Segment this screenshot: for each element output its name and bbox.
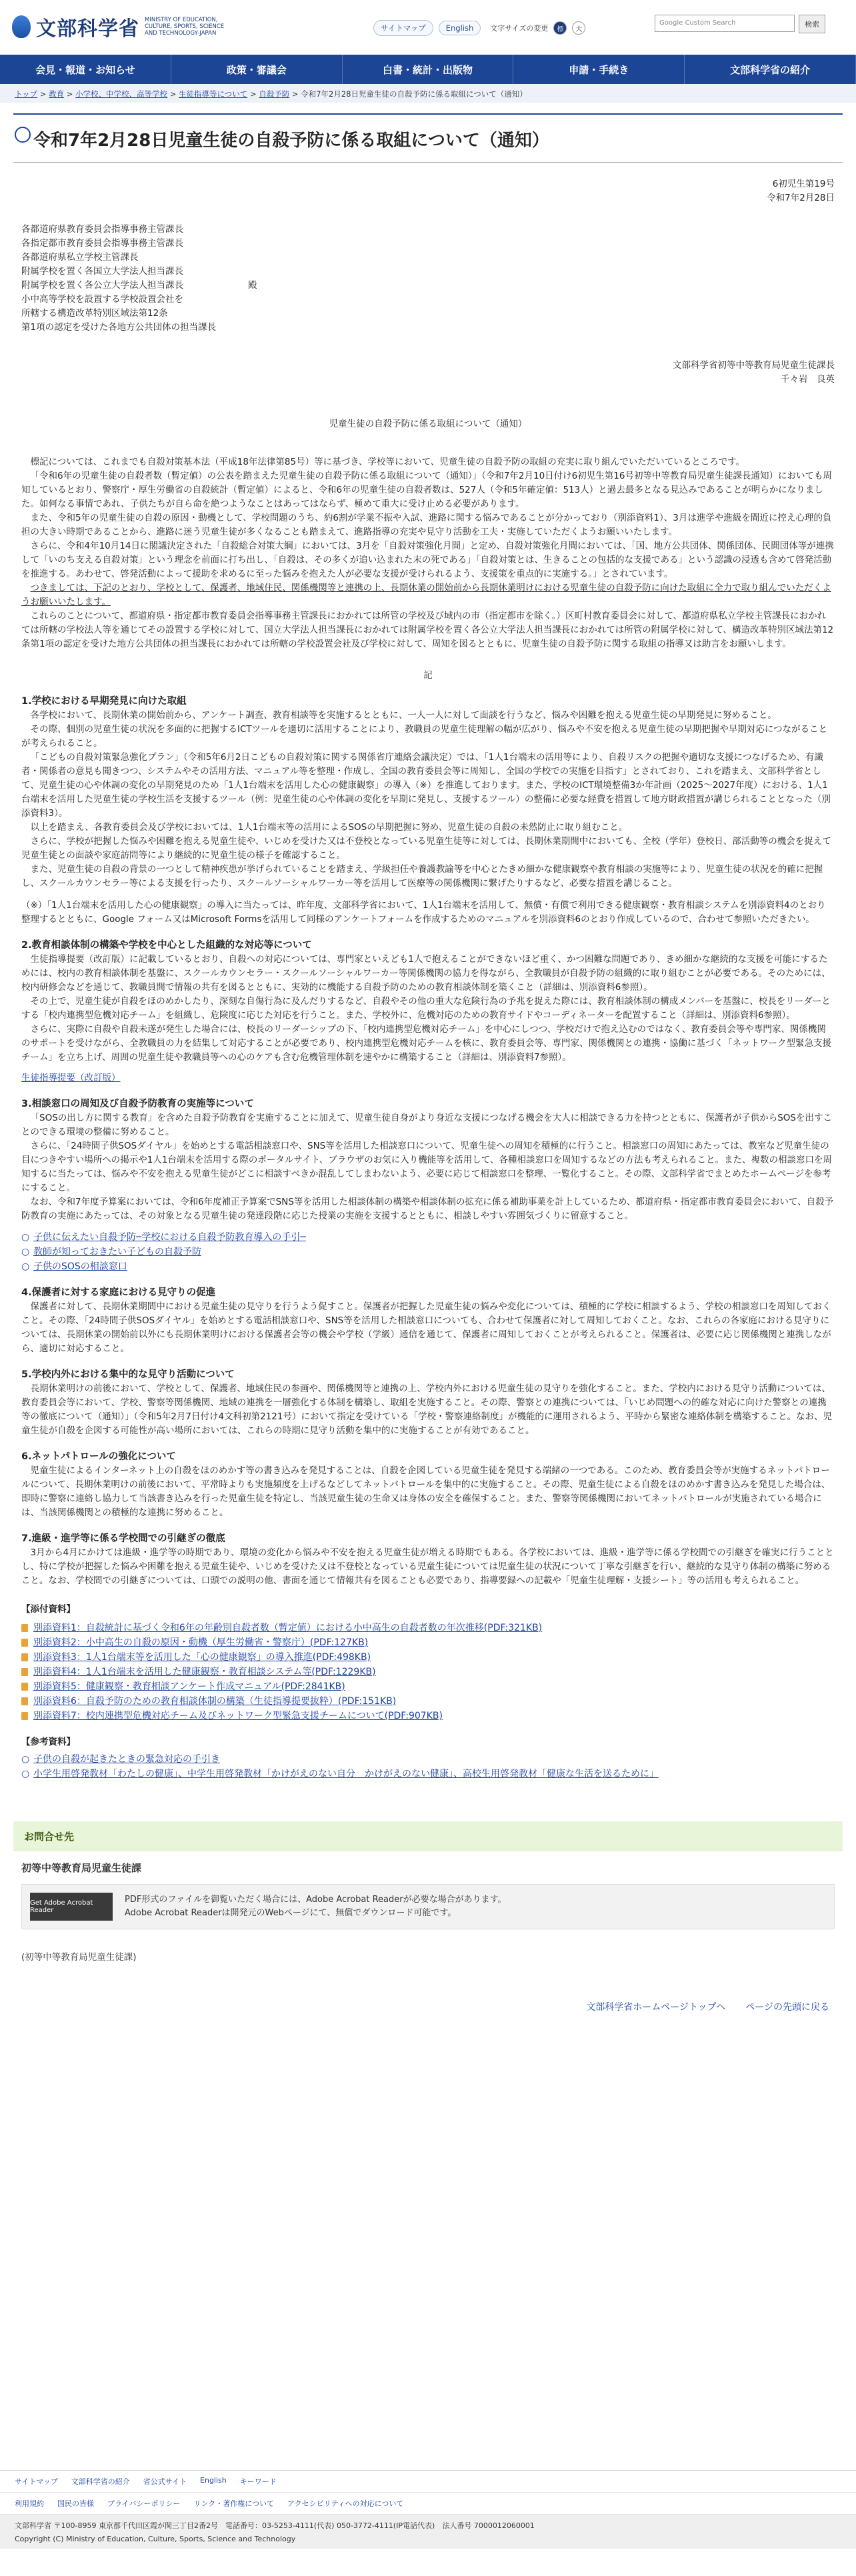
- intro-paragraph: これらのことについて、都道府県・指定都市教育委員会指導事務主管課長におかれては所管の学校及び域内の市（指定都市を除く。）区町村教育委員会に対して、都道府県私立学校主管課長におかれては所轄の学校法人等を通じてその設置する学校に対して、国立大学法人担当課長におかれては附属学校を置く各公立大学法人担当課長におかれては所管の附属学校に対して、構造改革特別区域法第12条第1項の認定を受けた地方公共団体の担当課長におかれては所轄の学校設置会社及び学校に対して、周知を図るとともに、児童生徒の自殺予防に関する取組の指導又は助言をお願いします。: [21, 611, 834, 649]
- attachments-list: [21, 1621, 835, 1723]
- intro-paragraph: つきましては、下記のとおり、学校として、保護者、地域住民、関係機関等と連携の上、長期休業の開始前から長期休業明けにおける児童生徒の自殺予防に向けた取組に全力で取り組んでいただくようお願いいたします。: [21, 583, 831, 607]
- page-title-bar: [13, 113, 843, 163]
- crumb-current: 令和7年2月28日児童生徒の自殺予防に係る取組について（通知）: [301, 89, 527, 99]
- footer-citizens[interactable]: 国民の皆様: [57, 2499, 94, 2508]
- section-paragraph: 各学校において、長期休業の開始前から、アンケート調査、教育相談等を実施するとともに、一人一人に対して面談を行うなど、悩みや困難を抱える児童生徒の早期発見に努めること。: [30, 710, 777, 721]
- link-sos-window[interactable]: ○ 子供のSOSの相談窓口: [21, 1259, 835, 1274]
- crumb-education[interactable]: 教育: [49, 89, 65, 99]
- addressee: 各指定都市教育委員会指導事務主管課長: [21, 238, 183, 249]
- crumb-guidance[interactable]: 生徒指導等について: [179, 89, 248, 99]
- reference-link[interactable]: ○ 小学生用啓発教材「わたしの健康」、中学生用啓発教材「かけがえのない自分 かけがえのない健康」、高校生用啓発教材「健康な生活を送るために」: [21, 1767, 835, 1781]
- inquiry-department: 初等中等教育局児童生徒課: [21, 1862, 142, 1874]
- section-paragraph: 以上を踏まえ、各教育委員会及び学校においては、1人1台端末等の活用によるSOSの早期把握に努め、児童生徒の自殺の未然防止に取り組むこと。: [30, 822, 628, 833]
- section-paragraph: 児童生徒によるインターネット上の自殺をほのめかす等の書き込みを発見することは、自殺を企図している児童生徒を発見する端緒の一つである。このため、教育委員会等が実施するネットパトロールについて、長期休業明けの前後において、平常時よりも実施頻度を上げるなどしてネットパトロールを集中的に実施すること。その際、児童生徒による自殺をほのめかす書き込みを発見した場合は、即時に警察に連絡し協力して当該書き込みを行った児童生徒を特定し、当該児童生徒の生命又は身体の安全を確保すること。また、警察等関係機関においてネットパトロールが実施されている場合には、当該関係機関との積極的な連携に努めること。: [21, 1465, 831, 1518]
- attachment-link[interactable]: 別添資料3：1人1台端末等を活用した「心の健康観察」の導入推進(PDF:498KB): [21, 1650, 835, 1665]
- link-teacher-guide[interactable]: ○ 教師が知っておきたい子どもの自殺予防: [21, 1245, 835, 1259]
- crumb-suicide-prevention[interactable]: 自殺予防: [259, 89, 290, 99]
- main-content: [0, 177, 856, 1781]
- section-heading: 4.保護者に対する家庭における見守りの促進: [21, 1287, 216, 1298]
- attachment-link[interactable]: 別添資料1：自殺統計に基づく令和6年の年齢別自殺者数（暫定値）における小中高生の自殺者数の年次推移(PDF:321KB): [21, 1621, 835, 1635]
- footer-keyword[interactable]: キーワード: [239, 2477, 277, 2486]
- prevention-links: [21, 1230, 835, 1274]
- footer-copyright-policy[interactable]: リンク・著作権について: [193, 2499, 275, 2508]
- footer-address: 文部科学省 〒100-8959 東京都千代田区霞が関三丁目2番2号 電話番号：03-5253-4111(代表) 050-3772-4111(IP電話代表) 法人番号 7000012060001: [15, 2521, 535, 2530]
- mext-emblem: [12, 15, 31, 38]
- logo-title: 文部科学省: [36, 17, 139, 41]
- addressee: 各都道府県教育委員会指導事務主管課長: [21, 224, 183, 235]
- link-prevention-guide[interactable]: ○ 子供に伝えたい自殺予防─学校における自殺予防教育導入の手引─: [21, 1230, 835, 1245]
- acrobat-reader-badge[interactable]: Get Adobe Acrobat Reader: [30, 1893, 113, 1921]
- intro-paragraph: また、令和5年の児童生徒の自殺の原因・動機として、学校問題のうち、約6割が学業不振や入試、進路に関する悩みであることが分かっており（別添資料1）、3月は進学や進級を間近に控え心理的負担の大きい時期であることから、進路に迷う児童生徒が多くなることも踏まえて、進路指導の充実や見守り活動を工夫・実施していただくようお願いいたします。: [21, 513, 832, 537]
- attachment-link[interactable]: 別添資料5：健康観察・教育相談アンケート作成マニュアル(PDF:2841KB): [21, 1679, 835, 1694]
- font-size-standard-button[interactable]: 標: [553, 21, 567, 35]
- doc-number: 6初児生第19号: [772, 179, 835, 189]
- references-heading: 【参考資料】: [21, 1737, 75, 1747]
- section-heading: 5.学校内外における集中的な見守り活動について: [21, 1369, 235, 1380]
- section-paragraph: 保護者に対して、長期休業期間中における児童生徒の見守りを行うよう促すこと。保護者が把握した児童生徒の悩みや変化については、積極的に学校に相談するよう、学校の相談窓口を周知しておくこと。その際、「24時間子供SOSダイヤル」を始めとする電話相談窓口や、SNS等を活用した相談窓口についても、合わせて保護者に対して周知しておくこと。なお、これらの各家庭における見守りについては、長期休業の開始前以外にも長期休業明けにおける保護者会等の機会や学校（学級）通信を通じて、保護者に周知しておくことが考えられること。保護者は、必要に応じ関係機関と連携しながら、適切に対応すること。: [21, 1301, 831, 1354]
- sender-name: 千々岩 良英: [781, 374, 835, 385]
- global-nav: [0, 55, 856, 84]
- inquiry-heading: お問合せ先: [13, 1821, 843, 1851]
- section-paragraph: 「SOSの出し方に関する教育」を含めた自殺予防教育を実施することに加えて、児童生徒自身がより身近な支援につなげる機会を大人に相談できる力を持つとともに、保護者が子供からSOSを出すことのできる環境の整備に努めること。: [21, 1113, 832, 1137]
- section-paragraph: さらに、実際に自殺や自殺未遂が発生した場合には、校長のリーダーシップの下、「校内連携型危機対応チーム」を中心にしつつ、学校だけで抱え込むのではなく、教育委員会等や専門家、関係機関のサポートを受けながら、全教職員の力を結集して対応することが必要であり、校内連携型危機対応チームを核に、教育委員会等、専門家、関係機関との連携・協働に基づく「ネットワーク型緊急支援チーム」を立ち上げ、周囲の児童生徒や教職員等への心のケアも含む危機管理体制を速やかに構築すること（詳細は、別添資料7参照）。: [21, 1024, 831, 1063]
- link-guidance-manual[interactable]: 生徒指導提要（改訂版）: [21, 1073, 121, 1083]
- footer-about[interactable]: 文部科学省の紹介: [71, 2477, 130, 2486]
- intro-paragraph: 「令和6年の児童生徒の自殺者数（暫定値）の公表を踏まえた児童生徒の自殺予防に係る取組について（通知）」（令和7年2月10日付け6初児生第16号初等中等教育局児童生徒課長通知）においても周知しているとおり、警察庁・厚生労働省の自殺統計（暫定値）によると、令和6年の児童生徒の自殺者数は、527人（令和5年確定値：513人）と過去最多となる見込みであることが明らかになりました。如何なる事情であれ、子供たちが自ら命を絶つようなことはあってはならず、極めて重大に受け止める必要があります。: [21, 471, 832, 509]
- font-size-large-button[interactable]: 大: [572, 21, 585, 35]
- addressee: 所轄する構造改革特別区域法第12条: [21, 308, 168, 319]
- attachment-link[interactable]: 別添資料4：1人1台端末を活用した健康観察・教育相談システム等(PDF:1229KB): [21, 1665, 835, 1679]
- section-paragraph: 「こどもの自殺対策緊急強化プラン」（令和5年6月2日こどもの自殺対策に関する関係省庁連絡会議決定）では、「1人1台端末の活用等により、自殺リスクの把握や適切な支援につなげるため、有識者・関係者の意見も聞きつつ、システムやその活用方法、マニュアル等を整理・作成し、全国の教育委員会等に周知し、全国の学校での実施を目指す」とされており、これを踏まえ、文部科学省として、児童生徒の心や体調の変化の早期発見のため「1人1台端末を活用した心の健康観察」の導入（※）を推進しております。また、学校のICT環境整備3か年計画（2025～2027年度）における、1人1台端末を活用した児童生徒の学校生活を支援するツール（例：児童生徒の心や体調の変化を早期に発見し、支援するツール）の整備に必要な経費を措置して地方財政措置が講じられることとなった（別添資料3）。: [21, 752, 831, 819]
- attachment-link[interactable]: 別添資料7：校内連携型危機対応チーム及びネットワーク型緊急支援チームについて(PDF:907KB): [21, 1709, 835, 1723]
- closing-dept: (初等中等教育局児童生徒課): [21, 1952, 137, 1963]
- acrobat-text: Adobe Acrobat Readerは開発元のWebページにて、無償でダウンロード可能です。: [125, 1908, 457, 1918]
- section-heading: 1.学校における早期発見に向けた取組: [21, 696, 187, 707]
- section-paragraph: また、児童生徒の自殺の背景の一つとして精神疾患が挙げられていることを踏まえ、学級担任や養護教諭等を中心とたきめ細かな健康観察や教育相談の実施等により、児童生徒の状況を的確に把握し、スクールカウンセラー等による支援を行ったり、スクールソーシャルワーカー等を活用して医療等の関係機関に繋げたりするなど、必要な措置を講じること。: [21, 864, 823, 889]
- references-list: [21, 1752, 835, 1781]
- site-footer: [0, 2470, 856, 2576]
- intro-paragraph: 標記については、これまでも自殺対策基本法（平成18年法律第85号）等に基づき、学校等において、児童生徒の自殺予防の取組の充実に取り組んでいただいているところです。: [30, 457, 745, 467]
- intro-paragraph: さらに、令和4年10月14日に閣議決定された「自殺総合対策大綱」においては、3月を「自殺対策強化月間」と定め、自殺対策強化月間においては、「国、地方公共団体、関係団体、民間団体等が連携して「いのち支える自殺対策」という理念を前面に打ち出し、「自殺は、その多くが追い込まれた末の死である」「自殺対策とは、生きることの包括的な支援である」という認識の浸透も含めて啓発活動を推進する。あわせて、啓発活動によって援助を求めるに至った悩みを抱えた人が必要な支援が受けられるよう、支援策を重点的に実施する。」とされています。: [21, 541, 834, 579]
- attachment-link[interactable]: 別添資料6：自殺予防のための教育相談体制の構築（生徒指導提要抜粋）(PDF:151KB): [21, 1694, 835, 1709]
- attachments-heading: 【添付資料】: [21, 1604, 75, 1615]
- addressee: 附属学校を置く各公立大学法人担当課長: [21, 280, 183, 291]
- acrobat-notice: [21, 1884, 835, 1929]
- section-heading: 2.教育相談体制の構築や学校を中心とした組織的な対応等について: [21, 940, 312, 951]
- footer-copyright: Copyright (C) Ministry of Education, Culture, Sports, Science and Technology: [15, 2535, 296, 2543]
- addressee: 各都道府県私立学校主管課長: [21, 252, 139, 263]
- nav-press[interactable]: 会見・報道・お知らせ: [0, 55, 171, 84]
- footer-english[interactable]: English: [200, 2476, 227, 2485]
- section-heading: 3.相談窓口の周知及び自殺予防教育の実施等について: [21, 1099, 254, 1109]
- crumb-schools[interactable]: 小学校、中学校、高等学校: [75, 89, 168, 99]
- section-paragraph: その際、個別の児童生徒の状況を多面的に把握するICTツールを適切に活用することにより、教職員の児童生徒理解の幅が広がり、悩みや不安を抱える児童生徒の早期把握や早期対応につながることが考えられること。: [21, 724, 828, 749]
- nav-whitepaper[interactable]: 白書・統計・出版物: [343, 55, 514, 84]
- section-note: （※）「1人1台端末を活用した心の健康観察」の導入に当たっては、昨年度、文部科学省において、1人1台端末を活用して、無償・有償で利用できる健康観察・教育相談システムを別添資料4のとおり整理するとともに、Google フォーム又はMicrosoft Formsを活用して同様のアンケートフォームを作成するためのマニュアルを別添資料6のとおり作成しているので、合わせて参照いただきたい。: [21, 900, 826, 925]
- back-to-home-link[interactable]: 文部科学省ホームページトップへ: [586, 2002, 726, 2013]
- search-input[interactable]: Google Custom Search: [655, 15, 795, 32]
- addressee: 附属学校を置く各国立大学法人担当課長: [21, 266, 183, 277]
- footer-accessibility[interactable]: アクセシビリティへの対応について: [287, 2499, 404, 2508]
- ki-marker: 記: [423, 670, 433, 681]
- nav-application[interactable]: 申請・手続き: [513, 55, 685, 84]
- attachment-link[interactable]: 別添資料2：小中高生の自殺の原因・動機（厚生労働省・警察庁）(PDF:127KB): [21, 1635, 835, 1650]
- site-header: [0, 0, 856, 55]
- section-paragraph: なお、令和7年度予算案においては、令和6年度補正予算案でSNS等を活用した相談体制の構築や相談体制の拡充に係る補助事業を計上しているため、都道府県・指定都市教育委員会において、自殺予防教育の実施にあたっては、その対象となる児童生徒の発達段階に応じた授業の実施を支援するとともに、相談しやすい雰囲気づくりに留意すること。: [21, 1197, 834, 1221]
- addressee: 小中高等学校を設置する学校設置会社を: [21, 294, 183, 305]
- addressee: 第1項の認定を受けた各地方公共団体の担当課長: [21, 322, 217, 333]
- crumb-top[interactable]: トップ: [15, 89, 38, 99]
- english-button[interactable]: English: [439, 21, 481, 35]
- doc-date: 令和7年2月28日: [767, 193, 835, 203]
- sender: 文部科学省初等中等教育局児童生徒課長: [673, 360, 835, 371]
- logo[interactable]: [12, 12, 225, 41]
- footer-official[interactable]: 省公式サイト: [143, 2477, 187, 2486]
- reference-link[interactable]: ○ 子供の自殺が起きたときの緊急対応の手引き: [21, 1752, 835, 1767]
- footer-privacy[interactable]: プライバシーポリシー: [107, 2499, 181, 2508]
- footer-terms[interactable]: 利用規約: [15, 2499, 44, 2508]
- breadcrumb: トップ > 教育 > 小学校、中学校、高等学校 > 生徒指導等について > 自殺予防 > 令和7年2月28日児童生徒の自殺予防に係る取組について（通知）: [0, 84, 856, 103]
- footer-sitemap[interactable]: サイトマップ: [15, 2477, 58, 2486]
- acrobat-text: PDF形式のファイルを御覧いただく場合には、Adobe Acrobat Readerが必要な場合があります。: [125, 1895, 507, 1905]
- logo-subtitle: MINISTRY OF EDUCATION, CULTURE, SPORTS, SCIENCE AND TECHNOLOGY-JAPAN: [145, 17, 225, 37]
- section-paragraph: 長期休業明けの前後において、学校として、保護者、地域住民の参画や、関係機関等と連携の上、学校内外における児童生徒の見守りを強化すること。また、学校内における見守り活動については、教育委員会等において、学校、警察等関係機関、地域の連携を一層強化する体制を構築し、取組を実施すること。その際、警察との連携については、「いじめ問題への的確な対応に向けた警察との連携等の徹底について（通知）」（令和5年2月7日付け4文科初第2121号）において指定を受けている「学校・警察連絡制度」が機能的に運用されるよう、平時から緊密な連絡体制を構築すること。なお、児童生徒が自殺を企図する可能性が高い場所においては、これらの時期に見守り活動を集中的に実施することが有効であること。: [21, 1383, 832, 1436]
- section-paragraph: さらに、「24時間子供SOSダイヤル」を始めとする電話相談窓口や、SNS等を活用した相談窓口について、児童生徒への周知を積極的に行うこと。相談窓口の周知にあたっては、教室など児童生徒の目につきやすい場所への掲示や1人1台端末を活用する際のポータルサイト、ブラウザのお気に入り機能等を活用して、各種相談窓口を周知するなどの方法も考えられること。また、複数の相談窓口を周知するに当たっては、悩みや不安を抱える児童生徒がどこに相談すべきか混乱してしまわないよう、必要に応じて相談窓口を整理、一覧化すること。その際、文部科学省でまとめたホームページを参考にすること。: [21, 1141, 832, 1193]
- sitemap-button[interactable]: サイトマップ: [373, 20, 433, 36]
- page-top-link[interactable]: ページの先頭に戻る: [745, 2002, 829, 2013]
- subject: 児童生徒の自殺予防に係る取組について（通知）: [329, 419, 527, 429]
- search-button[interactable]: 検索: [799, 15, 825, 33]
- nav-policy[interactable]: 政策・審議会: [171, 55, 343, 84]
- section-paragraph: 生徒指導提要（改訂版）に記載しているとおり、自殺への対応については、専門家といえども1人で抱えることができないほど重く、かつ困難な問題であり、きめ細かな継続的な支援を可能にするためには、校内の教育相談体制を基盤に、スクールカウンセラー・スクールソーシャルワーカー等関係機関の協力を得ながら、全教職員が自殺予防の組織的に取り組むことが必要である。そのためには、校内研修会などを通じて、教職員間で情報の共有を図るとともに、実効的に機能する自殺予防のための教育相談体制を築くこと（詳細は、別添資料6参照）。: [21, 954, 831, 993]
- section-paragraph: その上で、児童生徒が自殺をほのめかしたり、深刻な自傷行為に及んだりするなど、自殺やその他の重大な危険行為の予兆を捉えた際には、教育相談体制の構成メンバーを基盤に、校長をリーダーとする「校内連携型危機対応チーム」を組織し、危険度に応じた対応を行うこと。また、学校外に、危機対応のための教育サイドやコーディネーターを配置すること（詳細は、別添資料6参照）。: [21, 996, 831, 1021]
- section-paragraph: さらに、学校が把握した悩みや困難を抱える児童生徒や、いじめを受けた又は不登校となっている児童生徒等に対しては、長期休業期間中においても、全校（学年）登校日、部活動等の機会を捉えて児童生徒との面談や家庭訪問等により継続的に児童生徒の様子を確認すること。: [21, 836, 831, 861]
- nav-about[interactable]: 文部科学省の紹介: [685, 55, 856, 84]
- honorific: 殿: [248, 280, 257, 291]
- section-heading: 6.ネットパトロールの強化について: [21, 1451, 176, 1462]
- section-heading: 7.進級・進学等に係る学校間での引継ぎの徹底: [21, 1533, 225, 1544]
- section-paragraph: 3月から4月にかけては進級・進学等の時期であり、環境の変化から悩みや不安を抱える児童生徒が増える時期でもある。各学校においては、進級・進学等に係る学校間での引継ぎを確実に行うこととし、特に学校が把握した悩みや困難を抱える児童生徒や、いじめを受けた又は不登校となっている児童生徒については児童生徒の状況について丁寧な引継ぎを行い、継続的な見守り体制の構築に努めること。なお、学校間での引継ぎについては、口頭での説明の他、書面を通じて情報共有を図ることも必要であり、指導要録への記載や「児童生徒理解・支援シート」等の活用も考えられること。: [21, 1547, 834, 1586]
- page-title: 令和7年2月28日児童生徒の自殺予防に係る取組について（通知）: [33, 131, 549, 151]
- font-size-label: 文字サイズの変更: [490, 24, 549, 33]
